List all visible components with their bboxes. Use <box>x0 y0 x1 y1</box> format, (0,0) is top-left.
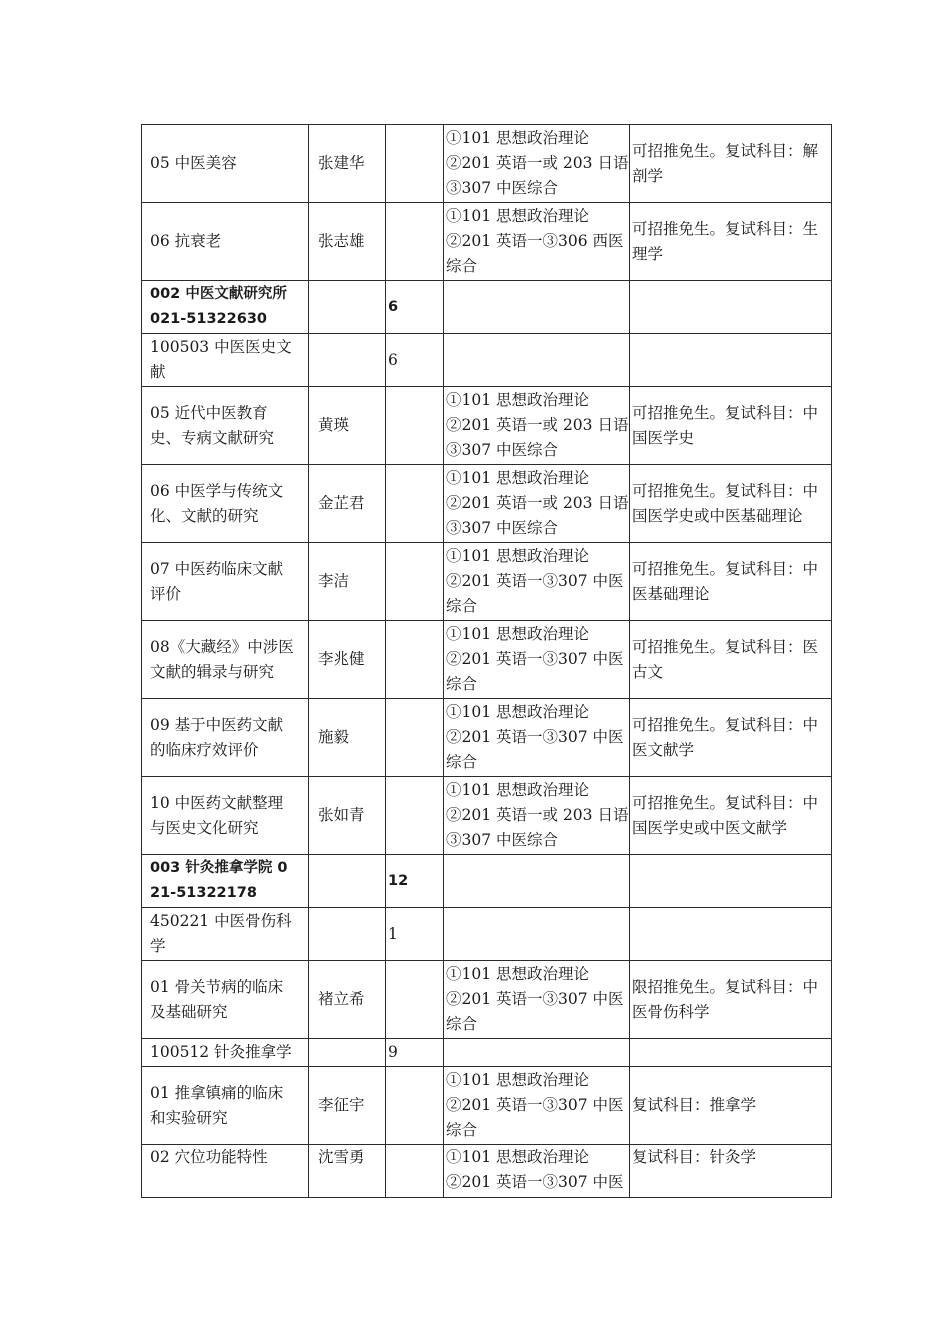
exam-subjects-cell <box>444 125 630 203</box>
table-row <box>142 961 832 1039</box>
remarks-cell: 可招推免生。复试科目：生理学 <box>630 203 832 281</box>
major-row <box>142 334 832 387</box>
supervisor-cell <box>309 334 386 387</box>
quota-cell: 1 <box>386 908 444 961</box>
table-row <box>142 387 832 465</box>
quota-cell: 6 <box>386 334 444 387</box>
table-row <box>142 543 832 621</box>
exam-line: ②201 英语一③307 中医 <box>446 1096 624 1114</box>
exam-line: ①101 思想政治理论 <box>446 625 590 643</box>
major-name-cell: 100512 针灸推拿学 <box>142 1039 309 1067</box>
exam-line: ①101 思想政治理论 <box>446 129 590 147</box>
exam-line: ①101 思想政治理论 <box>446 391 590 409</box>
exam-line: ②201 英语一③307 中医 <box>446 1173 624 1191</box>
remarks-cell: 可招推免生。复试科目：中医文献学 <box>630 699 832 777</box>
research-direction-cell: 10 中医药文献整理与医史文化研究 <box>142 777 309 855</box>
remarks-cell <box>630 281 832 334</box>
exam-line: 综合 <box>446 1121 478 1139</box>
research-direction-cell: 09 基于中医药文献的临床疗效评价 <box>142 699 309 777</box>
department-name-cell: 002 中医文献研究所 021-51322630 <box>142 281 309 334</box>
remarks-cell <box>630 908 832 961</box>
table-row <box>142 621 832 699</box>
exam-subjects-cell <box>444 855 630 908</box>
research-direction-cell: 08《大藏经》中涉医文献的辑录与研究 <box>142 621 309 699</box>
exam-line: ①101 思想政治理论 <box>446 703 590 721</box>
table-row <box>142 125 832 203</box>
remarks-cell: 可招推免生。复试科目：中国医学史或中医文献学 <box>630 777 832 855</box>
quota-cell <box>386 1067 444 1145</box>
major-name-cell: 100503 中医医史文献 <box>142 334 309 387</box>
exam-line: ③307 中医综合 <box>446 441 559 459</box>
remarks-cell: 复试科目：针灸学 <box>630 1145 832 1198</box>
exam-line: 综合 <box>446 257 478 275</box>
exam-line: ②201 英语一③307 中医 <box>446 728 624 746</box>
supervisor-cell: 张建华 <box>309 125 386 203</box>
exam-line: ②201 英语一③307 中医 <box>446 572 624 590</box>
supervisor-cell <box>309 281 386 334</box>
supervisor-cell: 黄瑛 <box>309 387 386 465</box>
supervisor-cell: 李征宇 <box>309 1067 386 1145</box>
exam-subjects-cell <box>444 465 630 543</box>
table-row <box>142 699 832 777</box>
supervisor-cell <box>309 1039 386 1067</box>
exam-line: ②201 英语一③307 中医 <box>446 990 624 1008</box>
remarks-cell <box>630 855 832 908</box>
quota-cell <box>386 543 444 621</box>
research-direction-cell: 01 骨关节病的临床及基础研究 <box>142 961 309 1039</box>
exam-subjects-cell <box>444 543 630 621</box>
major-row <box>142 1039 832 1067</box>
table-row <box>142 1067 832 1145</box>
exam-subjects-cell <box>444 203 630 281</box>
remarks-cell: 可招推免生。复试科目：中医基础理论 <box>630 543 832 621</box>
research-direction-cell: 02 穴位功能特性 <box>142 1145 309 1198</box>
exam-subjects-cell <box>444 387 630 465</box>
exam-line: ②201 英语一或 203 日语 <box>446 154 629 172</box>
exam-subjects-cell <box>444 961 630 1039</box>
department-header-row <box>142 281 832 334</box>
supervisor-cell <box>309 855 386 908</box>
remarks-cell: 限招推免生。复试科目：中医骨伤科学 <box>630 961 832 1039</box>
exam-line: ①101 思想政治理论 <box>446 1148 590 1166</box>
quota-cell <box>386 961 444 1039</box>
supervisor-cell: 李洁 <box>309 543 386 621</box>
research-direction-cell: 01 推拿镇痛的临床和实验研究 <box>142 1067 309 1145</box>
supervisor-cell: 李兆健 <box>309 621 386 699</box>
quota-cell: 12 <box>386 855 444 908</box>
exam-line: 综合 <box>446 675 478 693</box>
exam-subjects-cell <box>444 777 630 855</box>
major-row <box>142 908 832 961</box>
remarks-cell: 可招推免生。复试科目：中国医学史或中医基础理论 <box>630 465 832 543</box>
quota-cell <box>386 1145 444 1198</box>
quota-cell <box>386 777 444 855</box>
exam-subjects-cell <box>444 334 630 387</box>
quota-cell <box>386 387 444 465</box>
exam-line: ②201 英语一或 203 日语 <box>446 416 629 434</box>
supervisor-cell: 褚立希 <box>309 961 386 1039</box>
table-row <box>142 1145 832 1198</box>
exam-line: ②201 英语一或 203 日语 <box>446 494 629 512</box>
program-table <box>141 124 832 1198</box>
exam-subjects-cell <box>444 1067 630 1145</box>
exam-subjects-cell <box>444 621 630 699</box>
exam-line: 综合 <box>446 753 478 771</box>
exam-line: 综合 <box>446 1015 478 1033</box>
table-row <box>142 203 832 281</box>
exam-line: 综合 <box>446 597 478 615</box>
supervisor-cell: 张如青 <box>309 777 386 855</box>
supervisor-cell <box>309 908 386 961</box>
remarks-cell <box>630 1039 832 1067</box>
quota-cell <box>386 125 444 203</box>
remarks-cell: 复试科目：推拿学 <box>630 1067 832 1145</box>
exam-line: ①101 思想政治理论 <box>446 547 590 565</box>
quota-cell: 9 <box>386 1039 444 1067</box>
exam-line: ①101 思想政治理论 <box>446 965 590 983</box>
exam-line: ②201 英语一③306 西医 <box>446 232 624 250</box>
quota-cell <box>386 621 444 699</box>
exam-line: ③307 中医综合 <box>446 179 559 197</box>
remarks-cell: 可招推免生。复试科目：医古文 <box>630 621 832 699</box>
quota-cell: 6 <box>386 281 444 334</box>
exam-subjects-cell <box>444 1145 630 1198</box>
remarks-cell: 可招推免生。复试科目：解剖学 <box>630 125 832 203</box>
research-direction-cell: 05 近代中医教育史、专病文献研究 <box>142 387 309 465</box>
quota-cell <box>386 465 444 543</box>
exam-subjects-cell <box>444 699 630 777</box>
table-row <box>142 777 832 855</box>
quota-cell <box>386 203 444 281</box>
department-name-cell: 003 针灸推拿学院 021-51322178 <box>142 855 309 908</box>
exam-line: ②201 英语一或 203 日语 <box>446 806 629 824</box>
exam-line: ①101 思想政治理论 <box>446 1071 590 1089</box>
supervisor-cell: 金芷君 <box>309 465 386 543</box>
research-direction-cell: 05 中医美容 <box>142 125 309 203</box>
exam-line: ③307 中医综合 <box>446 519 559 537</box>
remarks-cell <box>630 334 832 387</box>
exam-subjects-cell <box>444 281 630 334</box>
research-direction-cell: 06 中医学与传统文化、文献的研究 <box>142 465 309 543</box>
research-direction-cell: 06 抗衰老 <box>142 203 309 281</box>
supervisor-cell: 张志雄 <box>309 203 386 281</box>
admissions-catalog-page <box>141 124 831 1198</box>
exam-line: ①101 思想政治理论 <box>446 469 590 487</box>
department-header-row <box>142 855 832 908</box>
supervisor-cell: 施毅 <box>309 699 386 777</box>
research-direction-cell: 07 中医药临床文献评价 <box>142 543 309 621</box>
table-row <box>142 465 832 543</box>
supervisor-cell: 沈雪勇 <box>309 1145 386 1198</box>
exam-line: ①101 思想政治理论 <box>446 781 590 799</box>
major-name-cell: 450221 中医骨伤科学 <box>142 908 309 961</box>
exam-line: ③307 中医综合 <box>446 831 559 849</box>
exam-subjects-cell <box>444 1039 630 1067</box>
exam-subjects-cell <box>444 908 630 961</box>
quota-cell <box>386 699 444 777</box>
exam-line: ①101 思想政治理论 <box>446 207 590 225</box>
exam-line: ②201 英语一③307 中医 <box>446 650 624 668</box>
remarks-cell: 可招推免生。复试科目：中国医学史 <box>630 387 832 465</box>
